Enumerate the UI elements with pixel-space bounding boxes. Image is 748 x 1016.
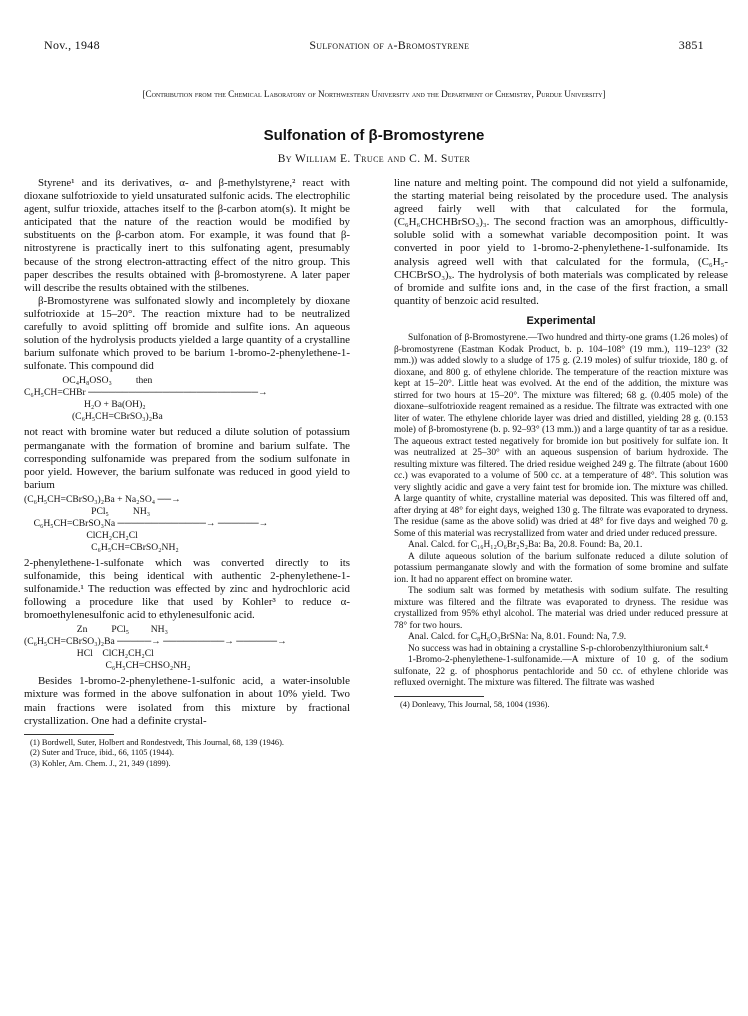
article-title: Sulfonation of β-Bromostyrene: [263, 127, 485, 144]
left-column: [24, 177, 350, 769]
header-date: Nov., 1948: [44, 38, 100, 52]
footnote-rule: [24, 734, 114, 735]
experimental-sulfonamide: 1-Bromo-2-phenylethene-1-sulfonamide.—A mixture of 10 g. of the sodium sulfonate, 22 g. of phosphorus pentachloride and 50 cc. of ethylene chloride was refluxed overnight. The mixture was filtered. The filtrate was washed: [394, 655, 728, 689]
experimental-thiuronium: No success was had in obtaining a crystalline S-p-chlorobenzylthiuronium salt.⁴: [408, 643, 709, 654]
experimental-heading: Experimental: [526, 314, 596, 327]
experimental-sodium-salt: The sodium salt was formed by metathesis with sodium sulfate. The resulting mixture was filtered and the filtrate was evaporated to dryness. The residue was crystallized from 95% ethyl alcohol. The material was dried under reduced pressure at 78° for two hours.: [394, 586, 728, 631]
footnote-2: (2) Suter and Truce, ibid., 66, 1105 (1944).: [30, 748, 174, 758]
reaction-scheme-2: (C₆H₅CH=CBrSO₃)₂Ba + Na₂SO₄ ──→ PCl₅ NH₃ C₆H₅CH=CBrSO₃Na ─────────────→ ──────→ ClCH₂CH₂Cl C₆H₅CH=CBrSO₂NH₂: [24, 493, 269, 553]
footnote-3: (3) Kohler, Am. Chem. J., 21, 349 (1899).: [30, 758, 171, 768]
experimental-permanganate: A dilute aqueous solution of the barium sulfonate reduced a dilute solution of potassium permanganate slowly and with the formation of some bromine and sulfate ion. It had no apparent effect on bromine water.: [394, 551, 728, 585]
contribution-note: [Contribution from the Chemical Laboratory of Northwestern University and the Department of Chemistry, Purdue University]: [142, 89, 606, 99]
results-paragraph-3: 2-phenylethene-1-sulfonate which was converted directly to its sulfonamide, this being identical with authentic 2-phenylethene-1-sulfonamide.¹ The reduction was effected by zinc and hydrochloric acid following a procedure like that used by Kohler³ to reduce α-bromoethylenesulfonic acid to ethylenesulfonic acid.: [24, 556, 350, 622]
reaction-scheme-3: Zn PCl₅ NH₃ (C₆H₅CH=CBrSO₃)₂Ba ─────→ ─────────→ ──────→ HCl ClCH₂CH₂Cl C₆H₅CH=CHSO₂NH₂: [24, 624, 287, 672]
article-authors: By William E. Truce and C. M. Suter: [277, 153, 471, 165]
footnote-1: (1) Bordwell, Suter, Holbert and Rondestvedt, This Journal, 68, 139 (1946).: [30, 737, 284, 747]
header-running-title: Sulfonation of α-Bromostyrene: [309, 38, 470, 52]
analysis-sodium: Anal. Calcd. for C₈H₆O₃BrSNa: Na, 8.01. Found: Na, 7.9.: [408, 632, 627, 643]
discussion-paragraph: line nature and melting point. The compound did not yield a sulfonamide, the starting material being reisolated by the procedure used. The analysis agreed fairly well with that calculated for the formula, (C₆H₆CHCHBrSO₃)₃. The second fraction was an amorphous, difficultly-soluble solid with a somewhat variable decomposition point. It was converted in poor yield to 1-bromo-2-phenylethene-1-sulfonamide. Its analysis agreed well with that calculated for the formula, (C₆H₅-CHCBrSO₃)ₓ. The hydrolysis of both materials was complicated by release of bromide and sulfite ions and, in the case of the first fraction, a small quantity of benzoic acid resulted.: [394, 177, 728, 307]
footnote-4: (4) Donleavy, This Journal, 58, 1004 (1936).: [400, 699, 550, 709]
header-page-number: 3851: [678, 38, 704, 52]
right-column: [394, 177, 728, 710]
footnote-rule-right: [394, 696, 484, 697]
results-paragraph-4: Besides 1-bromo-2-phenylethene-1-sulfonic acid, a water-insoluble mixture was formed in the above sulfonation in about 10% yield. Two main fractions were isolated from this mixture by fractional crystallization. One had a definite crystal-: [24, 675, 350, 727]
experimental-section: [394, 333, 728, 690]
analysis-barium: Anal. Calcd. for C₁₆H₁₂O₆Br₂S₂Ba: Ba, 20.8. Found: Ba, 20.1.: [408, 540, 643, 551]
running-header: [44, 38, 704, 53]
results-paragraph-1: β-Bromostyrene was sulfonated slowly and incompletely by dioxane sulfotrioxide at 15–20°. The reaction mixture had to be neutralized carefully to avoid splitting off bromide and sulfite ions. An aqueous solution of the hydrolysis products yielded a large quantity of a crystalline barium sulfonate which proved to be barium 1-bromo-2-phenylethene-1-sulfonate. This compound did: [24, 294, 350, 373]
intro-paragraph: Styrene¹ and its derivatives, α- and β-methylstyrene,² react with dioxane sulfotrioxide to yield unsaturated sulfonic acids. The electrophilic agent, sulfur trioxide, attaches itself to the β-carbon atom(s). It might be anticipated that the nature of the reaction would be modified by substituents on the β-carbon atom. For example, it was found that β-nitrostyrene is practically inert to this sulfonating agent, presumably because of the strong electron-attracting effect of the nitro group. This paper describes the results obtained with β-bromostyrene. A later paper will describe the results obtained with the stilbenes.: [24, 177, 350, 294]
results-paragraph-2: not react with bromine water but reduced a dilute solution of potassium permanganate with the formation of bromine and barium sulfate. The corresponding sulfonamide was prepared from the sodium sulfonate in poor yield. However, the barium sulfonate was reduced in good yield to barium: [24, 426, 350, 491]
reaction-scheme-1: OC₄H₈OSO₃ then C₆H₅CH=CHBr ─────────────────────────→ H₂O + Ba(OH)₂ (C₆H₅CH=CBrSO₃)₂Ba: [24, 375, 268, 423]
experimental-sulfonation: Sulfonation of β-Bromostyrene.—Two hundred and thirty-one grams (1.26 moles) of β-bromostyrene (Eastman Kodak Product, b. p. 104–108° (19 mm.), 119–123° (32 mm.)) was added slowly to a sludge of 175 g. (2.19 moles) of sulfur trioxide, 180 g. of dioxane, and 800 g. of ethylene chloride. The temperature of the reaction mixture was kept at 15–20°. Little heat was evolved. At the end of the addition, the mixture was stirred for two hours at 15–20°. The mixture was filtered; 68 g. (0.405 mole) of the dioxane–sulfotrioxide reagent remained as a residue. The filtrate was extracted with one liter of water. The ethylene chloride layer was dried and distilled, yielding 28 g. (0.153 mole) of β-bromostyrene (b. p. 92–93° (13 mm.)) and a large quantity of tar as a residue. The aqueous extract tested negatively for bromide ion but positively for sulfate ion. It was neutralized at 25–30° with an aqueous suspension of barium hydroxide. The resulting mixture was filtered. The dried residue weighed 249 g. The filtrate (about 1600 cc.) was evaporated to a volume of 500 cc. at a temperature of 48°. This solution was very slightly acidic and gave a very faint test for bromide ion. The mixture was chilled. A large quantity of white, crystalline material was deposited. This was filtered off and, after drying at 48° for eight days, weighed 130 g. The filtrate was evaporated to dryness. The residue (same as the above solid) was dried at 48° for five days and weighed 70 g. Some of this material was recrystallized from water and dried under reduced pressure.: [394, 333, 728, 539]
